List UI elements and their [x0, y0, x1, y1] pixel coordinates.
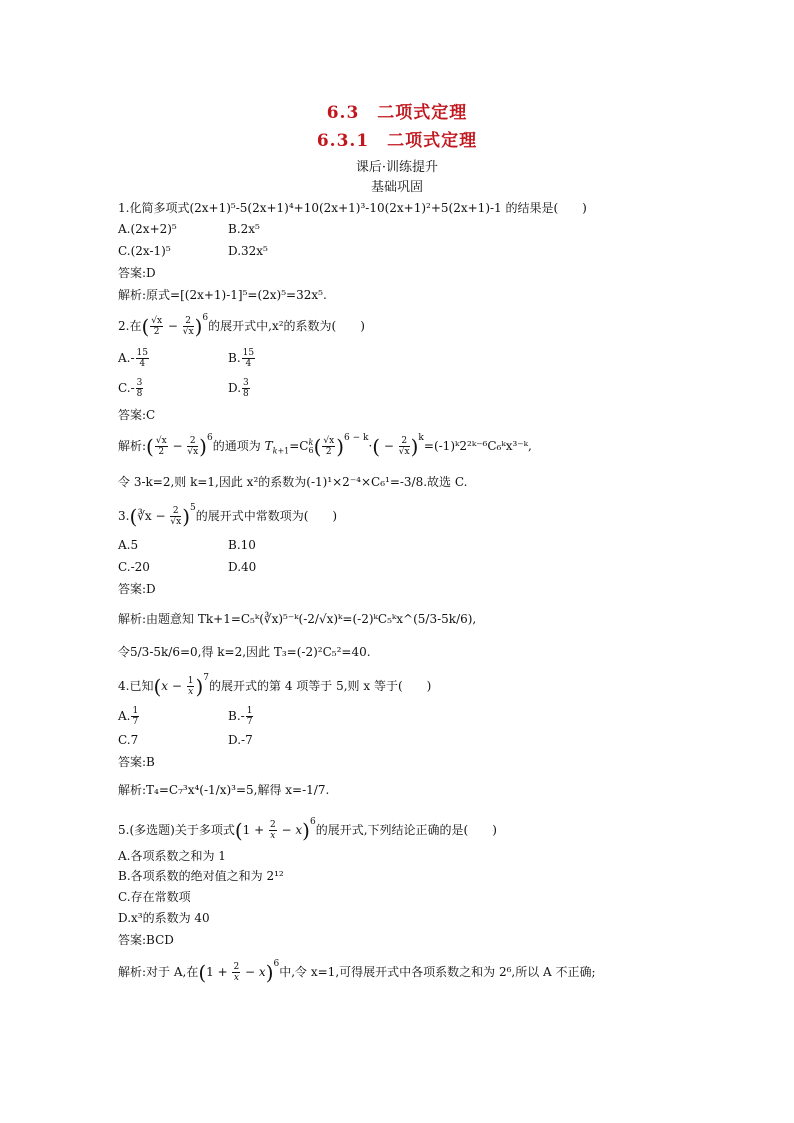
- q4-answer: 答案:B: [118, 755, 155, 769]
- chapter-title: 6.3 二项式定理: [326, 103, 468, 123]
- q2-option-b: B. $\frac{15}{4}$: [228, 348, 255, 369]
- q5-answer: 答案:BCD: [118, 933, 174, 947]
- q3-option-b: B.10: [228, 538, 256, 552]
- q2-option-c: C.- $\frac{3}{8}$: [118, 378, 143, 399]
- q4-analysis: 解析:T₄=C₇³x⁴(-1/x)³=5,解得 x=-1/7.: [118, 783, 330, 797]
- q2-option-d: D. $\frac{3}{8}$: [228, 378, 249, 399]
- q2-analysis-1: 解析:( $\frac{√x}{2}$ − $\frac{2}{√x}$ )$^6$的通项为 $T_{k+1}=C$ k 6 ( $\frac{√x}{2}$ )$^{6 - k}$·( − $\frac{2}{√x}$ )$^k$=(-1)ᵏ2²ᵏ⁻⁶C₆ᵏx³⁻ᵏ,: [118, 433, 532, 459]
- q5-option-a: A.各项系数之和为 1: [118, 849, 226, 863]
- section-title: 6.3.1 二项式定理: [316, 131, 478, 151]
- q3-option-a: A.5: [118, 538, 139, 552]
- q5-stem: 5.(多选题)关于多项式(1 + $\frac{2}{x}$ − x)$^6$的展开式,下列结论正确的是( ): [118, 817, 497, 843]
- q5-option-c: C.存在常数项: [118, 890, 191, 904]
- q3-stem: 3.(∛x − $\frac{2}{√x}$ )$^5$的展开式中常数项为( ): [118, 503, 338, 529]
- q2-option-a: A.- $\frac{15}{4}$: [118, 348, 148, 369]
- q5-option-b: B.各项系数的绝对值之和为 2¹²: [118, 869, 284, 883]
- q1-answer: 答案:D: [118, 266, 156, 280]
- section-label: 基础巩固: [370, 180, 423, 195]
- q3-option-d: D.40: [228, 560, 257, 574]
- q4-option-c: C.7: [118, 733, 139, 747]
- q1-option-d: D.32x⁵: [228, 244, 268, 258]
- q1-stem: 1.化简多项式(2x+1)⁵-5(2x+1)⁴+10(2x+1)³-10(2x+1)²+5(2x+1)-1 的结果是( ): [118, 201, 587, 215]
- q5-option-d: D.x³的系数为 40: [118, 911, 210, 925]
- q4-option-b: B.- $\frac{1}{7}$: [228, 706, 253, 727]
- subtitle: 课后·训练提升: [355, 160, 439, 175]
- q1-analysis: 解析:原式=[(2x+1)-1]⁵=(2x)⁵=32x⁵.: [118, 288, 327, 302]
- q3-analysis-2: 令5/3-5k/6=0,得 k=2,因此 T₃=(-2)²C₅²=40.: [118, 645, 371, 659]
- q2-answer: 答案:C: [118, 408, 156, 422]
- q1-option-b: B.2x⁵: [228, 222, 260, 236]
- q3-option-c: C.-20: [118, 560, 150, 574]
- q2-stem: 2.在( $\frac{√x}{2}$ − $\frac{2}{√x}$ )$^6$的展开式中,x²的系数为( ): [118, 313, 365, 339]
- q3-answer: 答案:D: [118, 582, 156, 596]
- q1-option-c: C.(2x-1)⁵: [118, 244, 171, 258]
- q2-stem-post: 的展开式中,x²的系数为( ): [208, 319, 365, 333]
- q3-analysis-1: 解析:由题意知 Tk+1=C₅ᵏ(∛x)⁵⁻ᵏ(-2/√x)ᵏ=(-2)ᵏC₅ᵏx^(5/3-5k/6),: [118, 612, 477, 626]
- q5-analysis: 解析:对于 A,在(1 + $\frac{2}{x}$ − x)$^6$中,令 x=1,可得展开式中各项系数之和为 2⁶,所以 A 不正确;: [118, 959, 596, 985]
- q4-option-a: A. $\frac{1}{7}$: [118, 706, 139, 727]
- q1-option-a: A.(2x+2)⁵: [118, 222, 177, 236]
- q2-analysis-2: 令 3-k=2,则 k=1,因此 x²的系数为(-1)¹×2⁻⁴×C₆¹=-3/8.故选 C.: [118, 475, 468, 489]
- q4-option-d: D.-7: [228, 733, 253, 747]
- q4-stem: 4.已知(x − $\frac{1}{x}$ )$^7$的展开式的第 4 项等于 5,则 x 等于( ): [118, 673, 432, 699]
- q2-stem-pre: 2.在: [118, 319, 142, 333]
